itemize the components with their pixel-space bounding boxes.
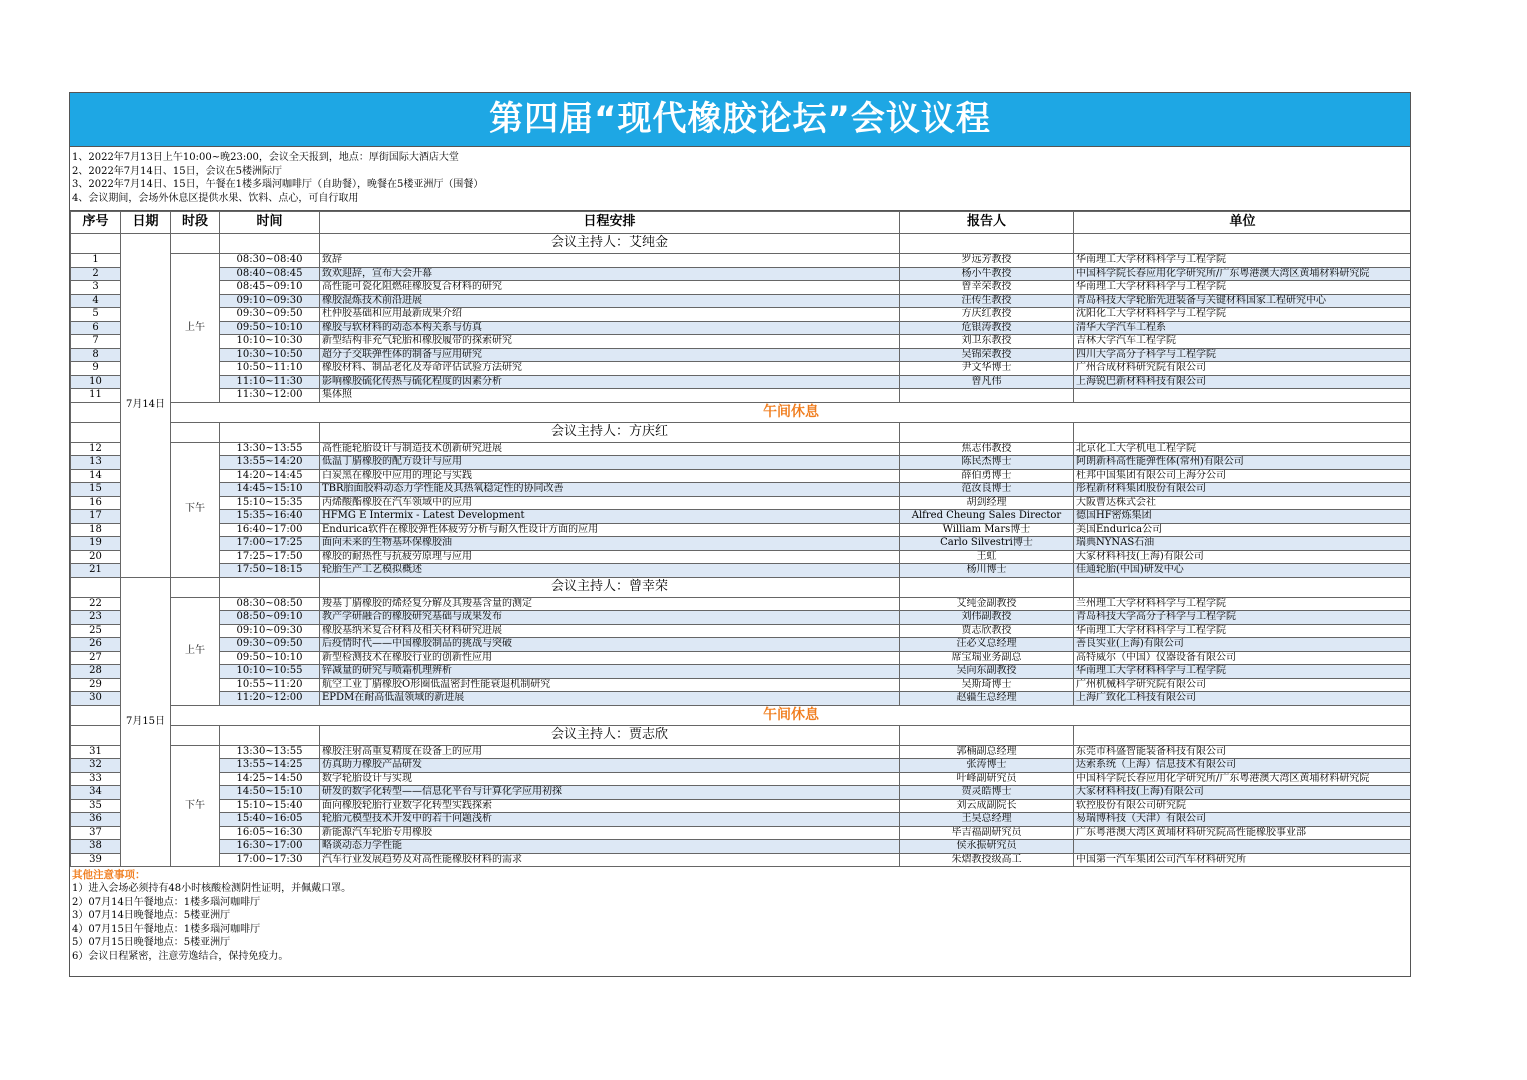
time-cell: 09:30~09:50 [220, 308, 320, 322]
break-blank-cell [71, 402, 121, 422]
table-row [71, 550, 1412, 564]
speaker-cell: 张涛博士 [900, 759, 1074, 773]
table-row [71, 786, 1412, 800]
table-row [71, 853, 1412, 867]
org-cell: 华南理工大学材料科学与工程学院 [1074, 254, 1412, 268]
row-number: 11 [71, 389, 121, 403]
topic-cell: 致辞 [320, 254, 900, 268]
time-cell: 09:50~10:10 [220, 651, 320, 665]
speaker-cell: William Mars博士 [900, 523, 1074, 537]
topic-cell: EPDM在耐高低温领域的新进展 [320, 692, 900, 706]
speaker-cell: 毕吉福副研究员 [900, 826, 1074, 840]
topic-cell: 新型检测技术在橡胶行业的创新性应用 [320, 651, 900, 665]
footer-notes [70, 867, 1410, 963]
table-row [71, 611, 1412, 625]
org-cell [1074, 389, 1412, 403]
speaker-cell: 赵疆生总经理 [900, 692, 1074, 706]
table-row [71, 362, 1412, 376]
note-line: 3、2022年7月14日、15日，午餐在1楼多瑙河咖啡厅（自助餐），晚餐在5楼亚洲厅（围餐） [72, 179, 484, 190]
speaker-cell: 王昊总经理 [900, 813, 1074, 827]
table-row [71, 389, 1412, 403]
speaker-cell [900, 389, 1074, 403]
speaker-cell: 焦志伟教授 [900, 442, 1074, 456]
host-blank-cell [171, 234, 220, 254]
org-cell: 华南理工大学材料科学与工程学院 [1074, 665, 1412, 679]
time-cell: 11:30~12:00 [220, 389, 320, 403]
time-cell: 16:05~16:30 [220, 826, 320, 840]
time-cell: 13:55~14:20 [220, 456, 320, 470]
org-cell: 大阪曹达株式会社 [1074, 496, 1412, 510]
host-blank-cell [900, 234, 1074, 254]
time-cell: 14:50~15:10 [220, 786, 320, 800]
table-row [71, 254, 1412, 268]
table-row [71, 813, 1412, 827]
speaker-cell: 薛伯勇博士 [900, 469, 1074, 483]
row-number: 20 [71, 550, 121, 564]
org-cell: 大家材料科技(上海)有限公司 [1074, 550, 1412, 564]
org-cell: 北京化工大学机电工程学院 [1074, 442, 1412, 456]
time-cell: 11:20~12:00 [220, 692, 320, 706]
row-number: 14 [71, 469, 121, 483]
topic-cell: 仿真助力橡胶产品研发 [320, 759, 900, 773]
table-row [71, 308, 1412, 322]
row-number: 35 [71, 799, 121, 813]
time-cell: 09:30~09:50 [220, 638, 320, 652]
speaker-cell: Carlo Silvestri博士 [900, 537, 1074, 551]
col-header-time: 时间 [220, 212, 320, 234]
speaker-cell: 曾凡伟 [900, 375, 1074, 389]
time-cell: 09:10~09:30 [220, 294, 320, 308]
row-number: 3 [71, 281, 121, 295]
org-cell: 高特威尔（中国）仪器设备有限公司 [1074, 651, 1412, 665]
table-row [71, 442, 1412, 456]
time-cell: 14:20~14:45 [220, 469, 320, 483]
row-number: 22 [71, 597, 121, 611]
speaker-cell: 刘卫东教授 [900, 335, 1074, 349]
time-cell: 15:35~16:40 [220, 510, 320, 524]
time-cell: 15:10~15:40 [220, 799, 320, 813]
topic-cell: 白炭黑在橡胶中应用的理论与实践 [320, 469, 900, 483]
row-number: 2 [71, 267, 121, 281]
topic-cell: 杜仲胶基础和应用最新成果介绍 [320, 308, 900, 322]
row-number: 38 [71, 840, 121, 854]
row-number: 6 [71, 321, 121, 335]
org-cell [1074, 840, 1412, 854]
time-cell: 15:10~15:35 [220, 496, 320, 510]
row-number: 23 [71, 611, 121, 625]
footer-item: 2）07月14日午餐地点：1楼多瑙河咖啡厅 [72, 896, 261, 908]
period-cell: 上午 [171, 254, 220, 403]
row-number: 19 [71, 537, 121, 551]
row-number: 31 [71, 745, 121, 759]
time-cell: 10:10~10:30 [220, 335, 320, 349]
row-number: 10 [71, 375, 121, 389]
topic-cell: 面向未来的生物基环保橡胶油 [320, 537, 900, 551]
col-header-no: 序号 [71, 212, 121, 234]
table-row [71, 496, 1412, 510]
topic-cell: 集体照 [320, 389, 900, 403]
note-line: 4、会议期间，会场外休息区提供水果、饮料、点心，可自行取用 [72, 192, 359, 204]
org-cell: 中国科学院长春应用化学研究所/广东粤港澳大湾区黄埔材料研究院 [1074, 267, 1412, 281]
org-cell: 上海锐巴新材料科技有限公司 [1074, 375, 1412, 389]
time-cell: 17:50~18:15 [220, 564, 320, 578]
org-cell: 广州合成材料研究院有限公司 [1074, 362, 1412, 376]
topic-cell: 面向橡胶轮胎行业数字化转型实践探索 [320, 799, 900, 813]
time-cell: 13:30~13:55 [220, 745, 320, 759]
topic-cell: 致欢迎辞，宣布大会开幕 [320, 267, 900, 281]
row-number: 30 [71, 692, 121, 706]
date-cell: 7月14日 [121, 234, 171, 578]
row-number: 34 [71, 786, 121, 800]
lunch-break-row [71, 705, 1412, 725]
org-cell: 软控股份有限公司研究院 [1074, 799, 1412, 813]
time-cell: 17:00~17:25 [220, 537, 320, 551]
session-host: 会议主持人：曾幸荣 [320, 577, 900, 597]
org-cell: 大家材料科技(上海)有限公司 [1074, 786, 1412, 800]
table-row [71, 665, 1412, 679]
org-cell: 上海广致化工科技有限公司 [1074, 692, 1412, 706]
speaker-cell: 朱熠教授级高工 [900, 853, 1074, 867]
host-row [71, 725, 1412, 745]
row-number: 16 [71, 496, 121, 510]
col-header-period: 时段 [171, 212, 220, 234]
time-cell: 08:50~09:10 [220, 611, 320, 625]
org-cell: 彤程新材料集团股份有限公司 [1074, 483, 1412, 497]
page-title: 第四届“现代橡胶论坛”会议议程 [70, 93, 1410, 147]
session-host: 会议主持人：艾纯金 [320, 234, 900, 254]
date-cell: 7月15日 [121, 577, 171, 867]
org-cell: 青岛科技大学轮胎先进装备与关键材料国家工程研究中心 [1074, 294, 1412, 308]
speaker-cell: 吴向东副教授 [900, 665, 1074, 679]
table-row [71, 510, 1412, 524]
row-number: 17 [71, 510, 121, 524]
time-cell: 10:50~11:10 [220, 362, 320, 376]
host-blank-cell [1074, 725, 1412, 745]
table-row [71, 597, 1412, 611]
host-blank-cell [171, 577, 220, 597]
row-number: 39 [71, 853, 121, 867]
topic-cell: 超分子交联弹性体的制备与应用研究 [320, 348, 900, 362]
host-blank-cell [1074, 577, 1412, 597]
table-row [71, 294, 1412, 308]
time-cell: 17:00~17:30 [220, 853, 320, 867]
session-host: 会议主持人：方庆红 [320, 422, 900, 442]
speaker-cell: 贾志欣教授 [900, 624, 1074, 638]
org-cell: 美国Endurica公司 [1074, 523, 1412, 537]
table-row [71, 564, 1412, 578]
speaker-cell: 危银涛教授 [900, 321, 1074, 335]
speaker-cell: 吴斯琦博士 [900, 678, 1074, 692]
table-row [71, 651, 1412, 665]
org-cell: 善良实业(上海)有限公司 [1074, 638, 1412, 652]
col-header-speaker: 报告人 [900, 212, 1074, 234]
org-cell: 易瑞博科技（天津）有限公司 [1074, 813, 1412, 827]
table-row [71, 537, 1412, 551]
speaker-cell: 杨小牛教授 [900, 267, 1074, 281]
topic-cell: 教产学研融合的橡胶研究基础与成果发布 [320, 611, 900, 625]
row-number: 8 [71, 348, 121, 362]
row-number: 25 [71, 624, 121, 638]
row-number: 28 [71, 665, 121, 679]
topic-cell: 橡胶基纳米复合材料及相关材料研究进展 [320, 624, 900, 638]
table-row [71, 335, 1412, 349]
org-cell: 瑞典NYNAS石油 [1074, 537, 1412, 551]
time-cell: 08:45~09:10 [220, 281, 320, 295]
table-row [71, 692, 1412, 706]
row-number: 7 [71, 335, 121, 349]
table-row [71, 267, 1412, 281]
topic-cell: 航空工业丁腈橡胶O形圈低温密封性能衰退机制研究 [320, 678, 900, 692]
time-cell: 14:45~15:10 [220, 483, 320, 497]
footer-item: 6）会议日程紧密，注意劳逸结合，保持免疫力。 [72, 950, 289, 962]
table-row [71, 348, 1412, 362]
host-blank-cell [220, 577, 320, 597]
org-cell: 东莞市科盛智能装备科技有限公司 [1074, 745, 1412, 759]
speaker-cell: 范汝良博士 [900, 483, 1074, 497]
topic-cell: 数字轮胎设计与实现 [320, 772, 900, 786]
org-cell: 兰州理工大学材料科学与工程学院 [1074, 597, 1412, 611]
row-number: 5 [71, 308, 121, 322]
row-number: 32 [71, 759, 121, 773]
org-cell: 广东粤港澳大湾区黄埔材料研究院高性能橡胶事业部 [1074, 826, 1412, 840]
speaker-cell: 吴锦荣教授 [900, 348, 1074, 362]
org-cell: 四川大学高分子科学与工程学院 [1074, 348, 1412, 362]
table-row [71, 759, 1412, 773]
speaker-cell: 艾纯金副教授 [900, 597, 1074, 611]
host-blank-cell [900, 422, 1074, 442]
speaker-cell: 曾幸荣教授 [900, 281, 1074, 295]
lunch-break-label: 午间休息 [171, 705, 1412, 725]
period-cell: 上午 [171, 597, 220, 705]
topic-cell: 丙烯酸酯橡胶在汽车领域中的应用 [320, 496, 900, 510]
host-blank-cell [220, 725, 320, 745]
org-cell: 吉林大学汽车工程学院 [1074, 335, 1412, 349]
speaker-cell: 郭楠副总经理 [900, 745, 1074, 759]
topic-cell: 影响橡胶硫化传热与硫化程度的因素分析 [320, 375, 900, 389]
table-row [71, 772, 1412, 786]
topic-cell: 新型结构非充气轮胎和橡胶履带的探索研究 [320, 335, 900, 349]
speaker-cell: 杨川博士 [900, 564, 1074, 578]
general-notes [70, 147, 1410, 211]
speaker-cell: 侯永振研究员 [900, 840, 1074, 854]
time-cell: 14:25~14:50 [220, 772, 320, 786]
org-cell: 清华大学汽车工程系 [1074, 321, 1412, 335]
topic-cell: 高性能可瓷化阻燃硅橡胶复合材料的研究 [320, 281, 900, 295]
host-blank-cell [1074, 422, 1412, 442]
host-blank-cell [900, 577, 1074, 597]
org-cell: 中国第一汽车集团公司汽车材料研究所 [1074, 853, 1412, 867]
table-row [71, 523, 1412, 537]
row-number: 21 [71, 564, 121, 578]
lunch-break-label: 午间休息 [171, 402, 1412, 422]
agenda-sheet [69, 92, 1411, 977]
topic-cell: HFMG E Intermix - Latest Development [320, 510, 900, 524]
time-cell: 16:40~17:00 [220, 523, 320, 537]
row-number: 37 [71, 826, 121, 840]
org-cell: 阿朗新科高性能弹性体(常州)有限公司 [1074, 456, 1412, 470]
time-cell: 09:50~10:10 [220, 321, 320, 335]
time-cell: 10:10~10:55 [220, 665, 320, 679]
host-blank-cell [900, 725, 1074, 745]
topic-cell: 新能源汽车轮胎专用橡胶 [320, 826, 900, 840]
host-row [71, 422, 1412, 442]
topic-cell: 橡胶混炼技术前沿进展 [320, 294, 900, 308]
table-row [71, 375, 1412, 389]
table-row [71, 745, 1412, 759]
org-cell: 杜邦中国集团有限公司上海分公司 [1074, 469, 1412, 483]
org-cell: 德国HF密炼集团 [1074, 510, 1412, 524]
footer-item: 4）07月15日午餐地点：1楼多瑙河咖啡厅 [72, 923, 261, 935]
host-blank-cell [171, 725, 220, 745]
agenda-table [70, 211, 1411, 867]
table-row [71, 678, 1412, 692]
table-row [71, 456, 1412, 470]
time-cell: 13:30~13:55 [220, 442, 320, 456]
table-row [71, 281, 1412, 295]
topic-cell: 高性能轮胎设计与制造技术创新研究进展 [320, 442, 900, 456]
topic-cell: 橡胶的耐热性与抗疲劳原理与应用 [320, 550, 900, 564]
footer-item: 1）进入会场必须持有48小时核酸检测阴性证明，并佩戴口罩。 [72, 883, 352, 894]
time-cell: 10:55~11:20 [220, 678, 320, 692]
note-line: 2、2022年7月14日、15日，会议在5楼洲际厅 [72, 165, 282, 177]
host-blank-cell [71, 725, 121, 745]
row-number: 26 [71, 638, 121, 652]
footer-item: 5）07月15日晚餐地点：5楼亚洲厅 [72, 937, 231, 948]
topic-cell: 羧基丁腈橡胶的烯烃复分解及其羧基含量的测定 [320, 597, 900, 611]
note-line: 1、2022年7月13日上午10:00~晚23:00，会议全天报到，地点：厚街国际大酒店大堂 [72, 152, 459, 163]
table-row [71, 826, 1412, 840]
topic-cell: 锌减量的研究与喷霜机理辨析 [320, 665, 900, 679]
table-row [71, 321, 1412, 335]
time-cell: 17:25~17:50 [220, 550, 320, 564]
row-number: 12 [71, 442, 121, 456]
lunch-break-row [71, 402, 1412, 422]
row-number: 36 [71, 813, 121, 827]
speaker-cell: 罗远芳教授 [900, 254, 1074, 268]
host-blank-cell [71, 422, 121, 442]
host-row [71, 234, 1412, 254]
topic-cell: 后疫情时代——中国橡胶制品的挑战与突破 [320, 638, 900, 652]
row-number: 13 [71, 456, 121, 470]
col-header-date: 日期 [121, 212, 171, 234]
table-row [71, 469, 1412, 483]
topic-cell: 橡胶材料、制品老化及寿命评估试验方法研究 [320, 362, 900, 376]
speaker-cell: Alfred Cheung Sales Director [900, 510, 1074, 524]
speaker-cell: 陈民杰博士 [900, 456, 1074, 470]
speaker-cell: 尹文华博士 [900, 362, 1074, 376]
time-cell: 15:40~16:05 [220, 813, 320, 827]
speaker-cell: 王虹 [900, 550, 1074, 564]
table-header-row [71, 212, 1412, 234]
row-number: 18 [71, 523, 121, 537]
agenda-body [71, 234, 1412, 867]
topic-cell: 略谈动态力学性能 [320, 840, 900, 854]
table-row [71, 638, 1412, 652]
topic-cell: Endurica软件在橡胶弹性体疲劳分析与耐久性设计方面的应用 [320, 523, 900, 537]
org-cell: 华南理工大学材料科学与工程学院 [1074, 281, 1412, 295]
org-cell: 达索系统（上海）信息技术有限公司 [1074, 759, 1412, 773]
host-blank-cell [1074, 234, 1412, 254]
table-row [71, 624, 1412, 638]
topic-cell: 汽车行业发展趋势及对高性能橡胶材料的需求 [320, 853, 900, 867]
col-header-org: 单位 [1074, 212, 1412, 234]
topic-cell: TBR胎面胶料动态力学性能及其热氧稳定性的协同改善 [320, 483, 900, 497]
host-blank-cell [71, 577, 121, 597]
table-row [71, 840, 1412, 854]
host-blank-cell [220, 422, 320, 442]
topic-cell: 轮胎元模型技术开发中的若干问题浅析 [320, 813, 900, 827]
session-host: 会议主持人：贾志欣 [320, 725, 900, 745]
speaker-cell: 叶峰副研究员 [900, 772, 1074, 786]
host-row [71, 577, 1412, 597]
topic-cell: 低温丁腈橡胶的配方设计与应用 [320, 456, 900, 470]
table-row [71, 483, 1412, 497]
footer-item: 3）07月14日晚餐地点：5楼亚洲厅 [72, 910, 231, 921]
speaker-cell: 方庆红教授 [900, 308, 1074, 322]
row-number: 4 [71, 294, 121, 308]
row-number: 33 [71, 772, 121, 786]
host-blank-cell [71, 234, 121, 254]
org-cell: 广州机械科学研究院有限公司 [1074, 678, 1412, 692]
topic-cell: 橡胶注射高重复精度在设备上的应用 [320, 745, 900, 759]
topic-cell: 研发的数字化转型——信息化平台与计算化学应用初探 [320, 786, 900, 800]
org-cell: 佳通轮胎(中国)研发中心 [1074, 564, 1412, 578]
speaker-cell: 刘伟副教授 [900, 611, 1074, 625]
time-cell: 16:30~17:00 [220, 840, 320, 854]
speaker-cell: 刘云成副院长 [900, 799, 1074, 813]
host-blank-cell [171, 422, 220, 442]
speaker-cell: 汪传生教授 [900, 294, 1074, 308]
row-number: 27 [71, 651, 121, 665]
time-cell: 13:55~14:25 [220, 759, 320, 773]
period-cell: 下午 [171, 442, 220, 577]
break-blank-cell [71, 705, 121, 725]
time-cell: 11:10~11:30 [220, 375, 320, 389]
topic-cell: 橡胶与软材料的动态本构关系与仿真 [320, 321, 900, 335]
speaker-cell: 汪必义总经理 [900, 638, 1074, 652]
time-cell: 09:10~09:30 [220, 624, 320, 638]
org-cell: 沈阳化工大学材料科学与工程学院 [1074, 308, 1412, 322]
org-cell: 青岛科技大学高分子科学与工程学院 [1074, 611, 1412, 625]
time-cell: 08:40~08:45 [220, 267, 320, 281]
org-cell: 中国科学院长春应用化学研究所/广东粤港澳大湾区黄埔材料研究院 [1074, 772, 1412, 786]
org-cell: 华南理工大学材料科学与工程学院 [1074, 624, 1412, 638]
footer-heading: 其他注意事项： [72, 869, 146, 881]
host-blank-cell [220, 234, 320, 254]
row-number: 15 [71, 483, 121, 497]
speaker-cell: 席宝瑞业务副总 [900, 651, 1074, 665]
table-row [71, 799, 1412, 813]
row-number: 29 [71, 678, 121, 692]
period-cell: 下午 [171, 745, 220, 867]
time-cell: 08:30~08:40 [220, 254, 320, 268]
col-header-topic: 日程安排 [320, 212, 900, 234]
speaker-cell: 胡剑经理 [900, 496, 1074, 510]
topic-cell: 轮胎生产工艺模拟概述 [320, 564, 900, 578]
time-cell: 10:30~10:50 [220, 348, 320, 362]
row-number: 9 [71, 362, 121, 376]
row-number: 1 [71, 254, 121, 268]
time-cell: 08:30~08:50 [220, 597, 320, 611]
speaker-cell: 贺灵皓博士 [900, 786, 1074, 800]
